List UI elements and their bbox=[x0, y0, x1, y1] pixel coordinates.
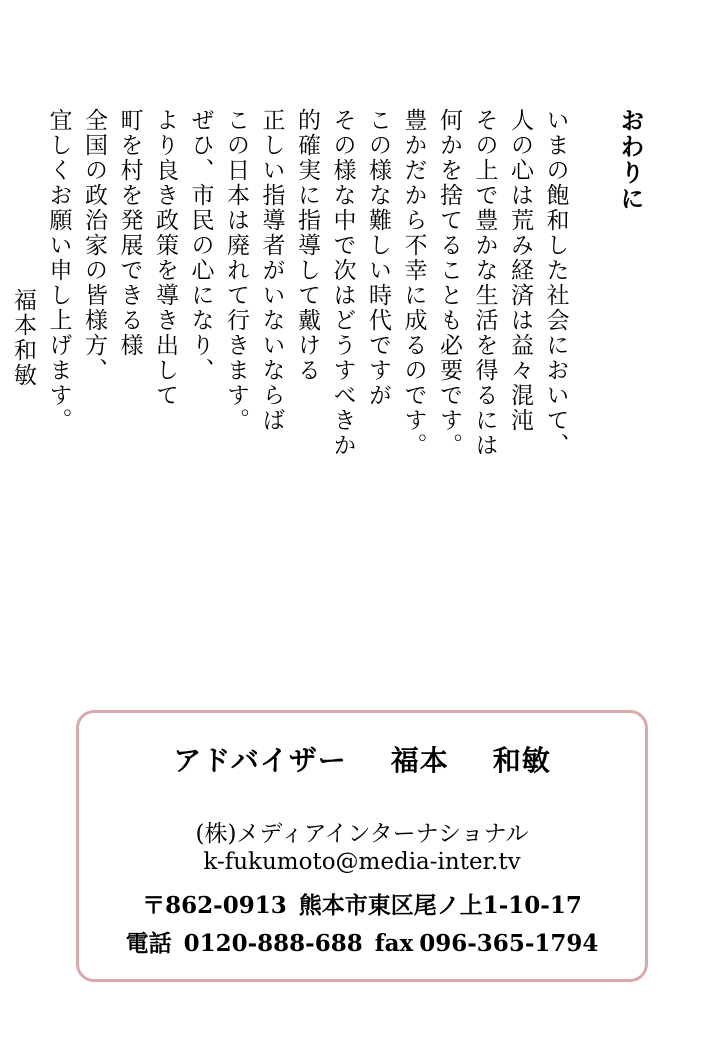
text-line-1: いまの飽和した社会において、 bbox=[542, 108, 569, 458]
closing-remarks bbox=[5, 108, 649, 538]
text-line-12: より良き政策を導き出して bbox=[152, 108, 178, 408]
card-role: アドバイザー bbox=[173, 744, 347, 777]
text-line-2: 人の心は荒み経済は益々混沌 bbox=[507, 108, 533, 433]
business-card bbox=[76, 710, 648, 982]
fax-label: fax bbox=[374, 930, 414, 957]
phone-number: 0120-888-688 bbox=[183, 930, 363, 957]
text-line-14: 全国の政治家の皆様方、 bbox=[81, 108, 107, 383]
card-address bbox=[79, 887, 645, 920]
card-surname: 福本 bbox=[390, 744, 449, 777]
card-given-name: 和敏 bbox=[492, 744, 551, 777]
text-line-15: 宜しくお願い申し上げます。 bbox=[45, 108, 72, 433]
author-signature: 福本和敏 bbox=[10, 288, 36, 388]
card-title bbox=[79, 739, 645, 779]
section-heading: おわりに bbox=[616, 108, 645, 212]
text-line-11: ぜひ、市民の心になり、 bbox=[187, 108, 214, 383]
text-line-9: 正しい指導者がいないならば bbox=[258, 108, 285, 433]
card-street-address: 熊本市東区尾ノ上1-10-17 bbox=[298, 892, 582, 919]
text-line-6: この様な難しい時代ですが bbox=[365, 108, 391, 408]
text-line-5: 豊かだから不幸に成るのです。 bbox=[400, 108, 427, 458]
text-line-4: 何かを捨てることも必要です。 bbox=[436, 108, 462, 458]
text-line-3: その上で豊かな生活を得るには bbox=[471, 108, 498, 458]
text-line-10: この日本は廃れて行きます。 bbox=[223, 108, 249, 433]
text-line-13: 町を村を発展できる様 bbox=[116, 108, 143, 358]
card-phone-line bbox=[79, 925, 645, 958]
fax-number: 096-365-1794 bbox=[419, 930, 599, 957]
text-line-7: その様な中で次はどうすべきか bbox=[329, 108, 356, 458]
text-line-8: 的確実に指導して戴ける bbox=[294, 108, 320, 383]
card-postal-code: 〒862-0913 bbox=[142, 892, 287, 919]
card-email: k-fukumoto@media-inter.tv bbox=[203, 849, 521, 875]
card-company: (株)メディアインターナショナル bbox=[195, 821, 529, 847]
phone-label: 電話 bbox=[125, 930, 172, 957]
